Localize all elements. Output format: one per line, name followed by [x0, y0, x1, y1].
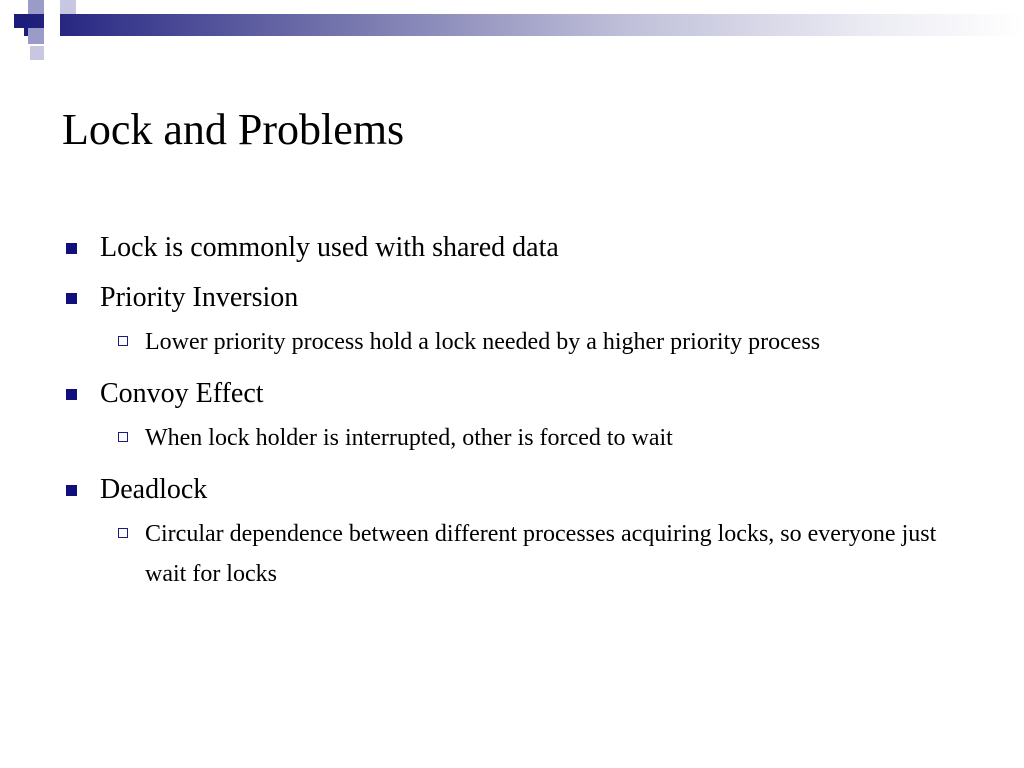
bullet-item [62, 230, 962, 266]
decor-square [30, 46, 44, 60]
hollow-square-bullet-icon [118, 432, 128, 442]
sub-bullet-text: Lower priority process hold a lock needed by a higher priority process [145, 329, 821, 355]
bullet-item [62, 472, 962, 594]
sub-bullet-list [100, 418, 962, 458]
square-bullet-icon [66, 243, 77, 254]
bullet-item [62, 376, 962, 458]
square-bullet-icon [66, 485, 77, 496]
bullet-text: Lock is commonly used with shared data [100, 232, 559, 263]
hollow-square-bullet-icon [118, 528, 128, 538]
hollow-square-bullet-icon [118, 336, 128, 346]
decor-square [44, 30, 60, 44]
sub-bullet-text: When lock holder is interrupted, other is forced to wait [145, 425, 673, 451]
decor-square [60, 0, 76, 14]
decor-square [28, 28, 44, 44]
sub-bullet-list [100, 514, 962, 594]
bullet-list [62, 230, 962, 594]
sub-bullet-text: Circular dependence between different processes acquiring locks, so everyone just wait for locks [145, 521, 937, 587]
bullet-text: Priority Inversion [100, 282, 299, 313]
bullet-item [62, 280, 962, 362]
header-decoration [0, 0, 1024, 70]
bullet-text: Deadlock [100, 474, 208, 505]
sub-bullet-item [100, 418, 962, 458]
square-bullet-icon [66, 293, 77, 304]
decor-square [28, 0, 44, 14]
bullet-text: Convoy Effect [100, 378, 264, 409]
decor-square [44, 14, 60, 30]
slide-title: Lock and Problems [62, 105, 405, 154]
sub-bullet-item [100, 322, 962, 362]
sub-bullet-item [100, 514, 962, 594]
sub-bullet-list [100, 322, 962, 362]
decor-square [14, 14, 28, 28]
decor-square [0, 0, 14, 14]
square-bullet-icon [66, 389, 77, 400]
header-gradient-band [24, 14, 1024, 36]
